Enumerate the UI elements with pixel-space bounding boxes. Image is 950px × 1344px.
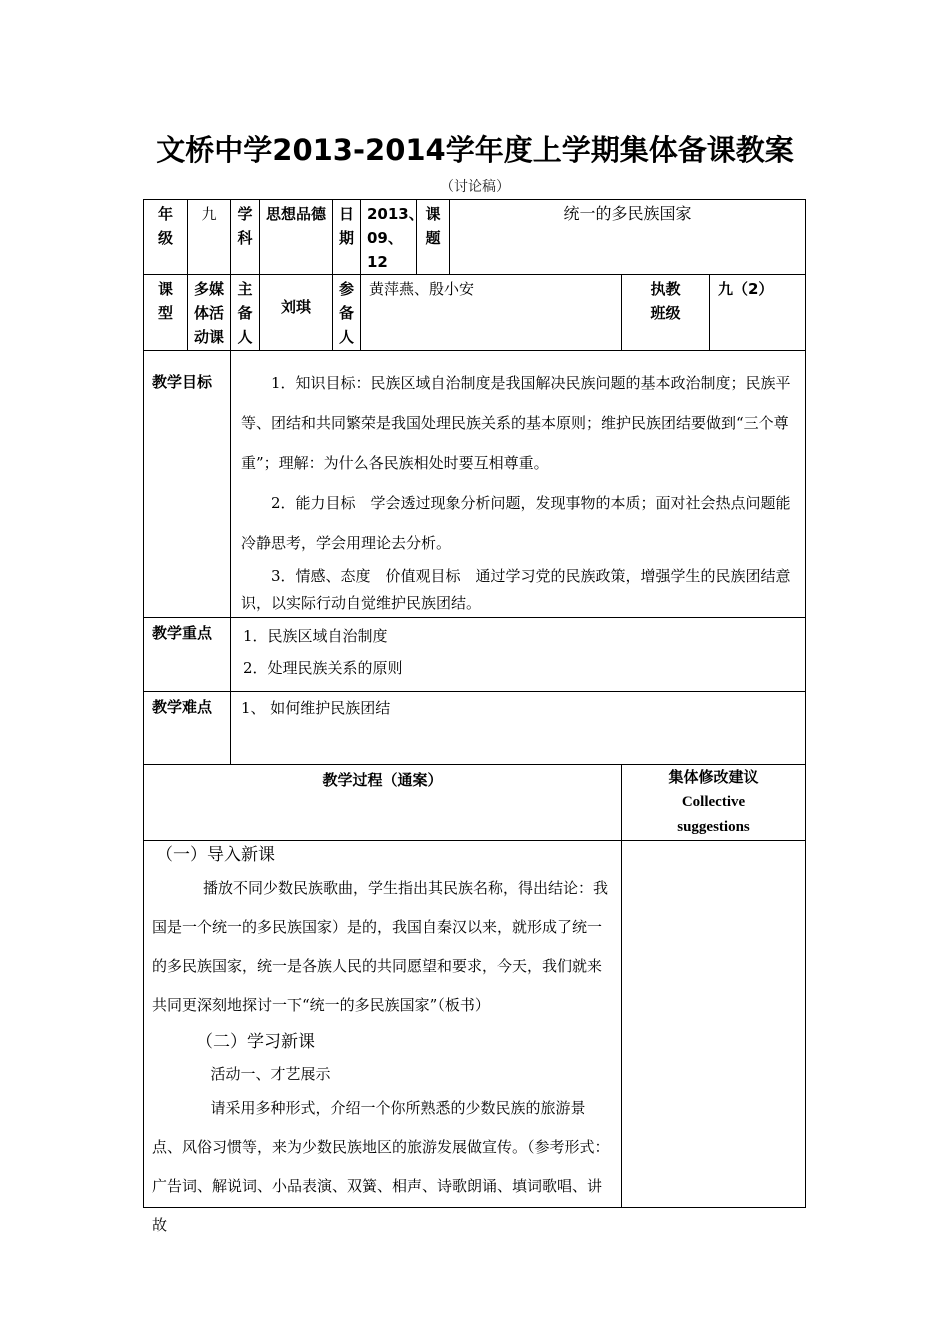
suggestions-header: [622, 765, 806, 841]
keypoint-2: 2．处理民族关系的原则: [243, 659, 403, 677]
difficulty-1: 1、 如何维护民族团结: [241, 699, 391, 717]
date-value: 2013、09、12: [361, 200, 417, 275]
suggestions-en-1: Collective: [681, 794, 746, 810]
subject-value: 思想品德: [260, 200, 333, 275]
main-preparer-label: 主 备 人: [231, 275, 260, 351]
grade-value: 九: [188, 200, 231, 275]
process-content: [144, 841, 622, 1234]
goal-knowledge: 1．知识目标：民族区域自治制度是我国解决民族问题的基本政治制度；民族平等、团结和共同繁荣是我国处理民族关系的基本原则；维护民族团结要做到“三个尊重”；理解：为什么各民族相处时要互相尊重。: [241, 374, 791, 472]
keypoints-label: 教学重点: [144, 618, 231, 692]
goals-content: [231, 351, 806, 618]
suggestions-content: [622, 841, 806, 1208]
main-preparer-value: 刘琪: [260, 275, 333, 351]
difficulty-content: [231, 692, 806, 765]
section-1-title: （一）导入新课: [156, 845, 275, 865]
goal-attitude: 3．情感、态度 价值观目标 通过学习党的民族政策，增强学生的民族团结意识，以实际行动自觉维护民族团结。: [241, 567, 791, 612]
section-2-title: （二）学习新课: [196, 1032, 315, 1052]
keypoint-1: 1．民族区域自治制度: [243, 627, 388, 645]
goals-label: 教学目标: [144, 351, 231, 618]
subject-label: 学 科: [231, 200, 260, 275]
topic-value: 统一的多民族国家: [450, 200, 806, 275]
document-title: 文桥中学2013-2014学年度上学期集体备课教案: [156, 133, 794, 167]
keypoints-row: [144, 618, 806, 692]
type-label: 课 型: [144, 275, 188, 351]
goals-row: [144, 351, 806, 618]
activity-1-paragraph: 请采用多种形式，介绍一个你所熟悉的少数民族的旅游景点、风俗习惯等，来为少数民族地区的旅游发展做宣传。（参考形式：广告词、解说词、小品表演、双簧、相声、诗歌朗诵、填词歌唱、讲故: [152, 1099, 610, 1234]
grade-label: 年 级: [144, 200, 188, 275]
difficulty-row: [144, 692, 806, 765]
info-row-1: [144, 200, 806, 275]
participants-label: 参 备 人: [333, 275, 361, 351]
info-row-2: [144, 275, 806, 351]
suggestions-cn: 集体修改建议: [668, 768, 759, 786]
keypoints-content: [231, 618, 806, 692]
goal-ability: 2．能力目标 学会透过现象分析问题，发现事物的本质；面对社会热点问题能冷静思考，学会用理论去分析。: [241, 494, 791, 552]
participants-value: 黄萍燕、殷小安: [361, 275, 622, 351]
date-label: 日 期: [333, 200, 361, 275]
class-label: 执教 班级: [622, 275, 710, 351]
lesson-plan-table: [143, 199, 806, 1234]
process-header-row: [144, 765, 806, 841]
type-value: 多媒体活动课: [188, 275, 231, 351]
process-body-row: [144, 841, 806, 1208]
document-subtitle: （讨论稿）: [440, 179, 510, 195]
difficulty-label: 教学难点: [144, 692, 231, 765]
topic-label: 课 题: [417, 200, 450, 275]
section-1-paragraph: 播放不同少数民族歌曲，学生指出其民族名称，得出结论：我国是一个统一的多民族国家）是的，我国自秦汉以来，就形成了统一的多民族国家，统一是各族人民的共同愿望和要求，今天，我们就来共同更深刻地探讨一下“统一的多民族国家”（板书）: [152, 879, 609, 1014]
process-header: 教学过程（通案）: [144, 765, 622, 841]
activity-1-title: 活动一、才艺展示: [210, 1065, 331, 1083]
suggestions-en-2: suggestions: [677, 819, 750, 835]
class-value: 九（2）: [710, 275, 806, 351]
